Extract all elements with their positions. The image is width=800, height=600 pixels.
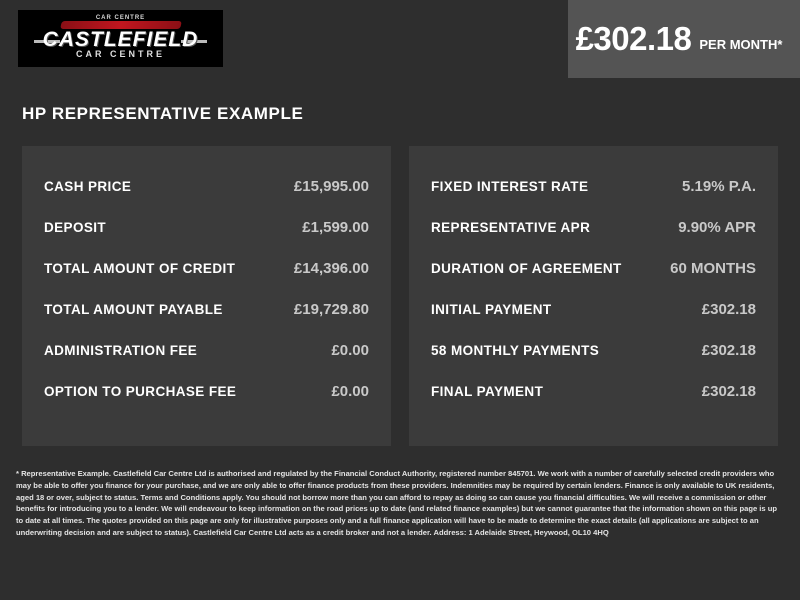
- page-header: [0, 0, 800, 78]
- table-row: [431, 330, 756, 371]
- row-label: FIXED INTEREST RATE: [431, 179, 589, 194]
- left-finance-panel: [22, 146, 391, 446]
- row-label: OPTION TO PURCHASE FEE: [44, 384, 237, 399]
- row-value: 60 MONTHS: [670, 260, 756, 277]
- right-finance-panel: [409, 146, 778, 446]
- row-label: REPRESENTATIVE APR: [431, 220, 591, 235]
- logo-top-text: CAR CENTRE: [95, 15, 146, 21]
- row-label: DURATION OF AGREEMENT: [431, 261, 622, 276]
- row-value: £302.18: [701, 301, 756, 318]
- row-label: ADMINISTRATION FEE: [44, 343, 198, 358]
- table-row: [431, 248, 756, 289]
- row-label: TOTAL AMOUNT PAYABLE: [44, 302, 223, 317]
- row-value: £302.18: [701, 342, 756, 359]
- monthly-price-banner: [568, 0, 800, 78]
- row-value: £1,599.00: [302, 219, 369, 236]
- table-row: [431, 289, 756, 330]
- dealer-logo: [18, 10, 223, 67]
- finance-panels: [22, 146, 778, 446]
- price-period: PER MONTH*: [699, 36, 783, 52]
- logo-main-text: CASTLEFIELD: [42, 28, 199, 51]
- row-label: CASH PRICE: [44, 179, 132, 194]
- price-amount: £302.18: [575, 20, 692, 57]
- logo-sub-text: CAR CENTRE: [75, 49, 165, 59]
- row-value: 5.19% P.A.: [682, 178, 756, 195]
- row-label: INITIAL PAYMENT: [431, 302, 552, 317]
- row-value: 9.90% APR: [678, 219, 756, 236]
- row-value: £15,995.00: [293, 178, 369, 195]
- row-label: 58 MONTHLY PAYMENTS: [431, 343, 600, 358]
- table-row: [44, 207, 369, 248]
- table-row: [44, 248, 369, 289]
- table-row: [431, 166, 756, 207]
- disclaimer-text: * Representative Example. Castlefield Car Centre Ltd is authorised and regulated by the Financial Conduct Authority, registered number 845701. We work with a number of carefully selected credit providers who may be able to offer you finance for your purchase, and we are only able to offer finance products from these providers. Indemnities may be required by certain lenders. Finance is only available to UK residents, aged 18 or over, subject to status. Terms and Conditions apply. You should not borrow more than you can afford to repay as doing so can cause you financial difficulties. We will receive a commission or other benefits for introducing you to a lender. We will endeavour to keep information on the road prices up to date (and related finance examples) but we cannot guarantee that the information shown on this page is up to date at all times. The quotes provided on this page are only for illustrative purposes only and a full finance application will have to be made to determine the exact details (all applications are subject to an underwriting decision and are subject to status). Castlefield Car Centre Ltd acts as a credit broker and not a lender. Address: 1 Adelaide Street, Heywood, OL10 4HQ: [16, 469, 778, 537]
- table-row: [431, 371, 756, 412]
- table-row: [44, 371, 369, 412]
- table-row: [44, 289, 369, 330]
- table-row: [44, 166, 369, 207]
- row-value: £0.00: [331, 383, 369, 400]
- row-value: £14,396.00: [293, 260, 369, 277]
- row-label: FINAL PAYMENT: [431, 384, 544, 399]
- row-value: £0.00: [331, 342, 369, 359]
- page-title: HP REPRESENTATIVE EXAMPLE: [22, 104, 304, 123]
- table-row: [431, 207, 756, 248]
- row-value: £302.18: [701, 383, 756, 400]
- row-value: £19,729.80: [293, 301, 369, 318]
- table-row: [44, 330, 369, 371]
- row-label: TOTAL AMOUNT OF CREDIT: [44, 261, 236, 276]
- row-label: DEPOSIT: [44, 220, 107, 235]
